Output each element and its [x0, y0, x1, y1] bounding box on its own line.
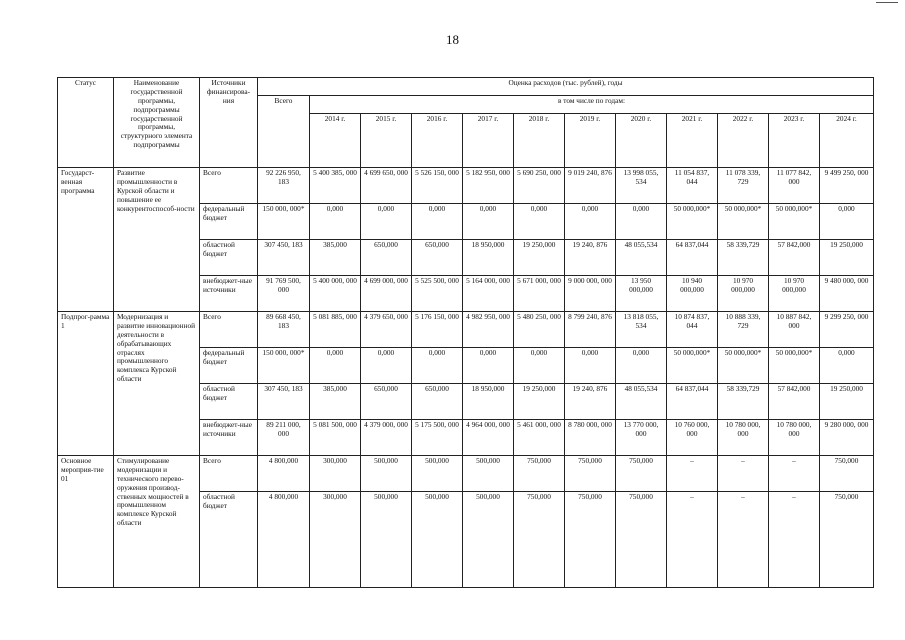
year-value-cell: 385,000 [310, 240, 361, 276]
year-value-cell: 8 780 000, 000 [565, 420, 616, 456]
year-value-cell: 500,000 [412, 492, 463, 588]
year-value-cell: 0,000 [565, 348, 616, 384]
year-value-cell: 0,000 [463, 204, 514, 240]
status-cell: Подпрог-рамма 1 [58, 312, 114, 456]
year-value-cell: 5 400 000, 000 [310, 276, 361, 312]
year-value-cell: 0,000 [412, 204, 463, 240]
year-value-cell: 9 019 240, 876 [565, 168, 616, 204]
year-value-cell: 750,000 [616, 456, 667, 492]
header-status: Статус [58, 78, 114, 168]
year-value-cell: 650,000 [361, 240, 412, 276]
year-value-cell: 10 780 000, 000 [718, 420, 769, 456]
year-value-cell: 10 888 339, 729 [718, 312, 769, 348]
funding-source-cell: областной бюджет [200, 492, 258, 588]
total-value-cell: 307 450, 183 [258, 240, 310, 276]
year-value-cell: 0,000 [310, 348, 361, 384]
program-name-cell: Стимулирование модернизации и технического перево-оружения производ-ственных мощностей в промышленном комплексе Курской области [114, 456, 200, 588]
funding-source-cell: Всего [200, 168, 258, 204]
year-value-cell: 750,000 [565, 456, 616, 492]
year-value-cell: 500,000 [463, 492, 514, 588]
year-value-cell: 10 780 000, 000 [769, 420, 820, 456]
year-value-cell: 750,000 [820, 492, 874, 588]
year-value-cell: 64 837,044 [667, 384, 718, 420]
year-value-cell: 11 078 339, 729 [718, 168, 769, 204]
year-value-cell: 750,000 [514, 456, 565, 492]
year-value-cell: 385,000 [310, 384, 361, 420]
year-value-cell: 19 240, 876 [565, 240, 616, 276]
year-value-cell: 48 055,534 [616, 240, 667, 276]
year-value-cell: 0,000 [616, 348, 667, 384]
year-value-cell: 50 000,000* [718, 348, 769, 384]
page-number: 18 [446, 32, 459, 47]
year-value-cell: 18 950,000 [463, 240, 514, 276]
year-value-cell: 0,000 [412, 348, 463, 384]
funding-source-cell: Всего [200, 456, 258, 492]
year-value-cell: 10 940 000,000 [667, 276, 718, 312]
year-value-cell: 4 964 000, 000 [463, 420, 514, 456]
year-value-cell: 19 240, 876 [565, 384, 616, 420]
year-value-cell: 5 081 885, 000 [310, 312, 361, 348]
year-value-cell: 10 970 000,000 [769, 276, 820, 312]
total-value-cell: 91 769 500, 000 [258, 276, 310, 312]
year-value-cell: 19 250,000 [820, 240, 874, 276]
year-value-cell: 0,000 [310, 204, 361, 240]
year-value-cell: 4 982 950, 000 [463, 312, 514, 348]
year-header: 2020 г. [616, 114, 667, 168]
year-value-cell: 500,000 [361, 456, 412, 492]
year-header: 2014 г. [310, 114, 361, 168]
year-value-cell: 18 950,000 [463, 384, 514, 420]
year-value-cell: 0,000 [361, 348, 412, 384]
year-value-cell: 5 461 000, 000 [514, 420, 565, 456]
year-header: 2021 г. [667, 114, 718, 168]
funding-source-cell: областной бюджет [200, 384, 258, 420]
year-value-cell: 13 950 000,000 [616, 276, 667, 312]
year-value-cell: 4 699 650, 000 [361, 168, 412, 204]
year-value-cell: 19 250,000 [514, 384, 565, 420]
year-value-cell: 9 000 000, 000 [565, 276, 616, 312]
year-value-cell: 500,000 [412, 456, 463, 492]
year-value-cell: – [769, 456, 820, 492]
year-header: 2015 г. [361, 114, 412, 168]
year-value-cell: 0,000 [361, 204, 412, 240]
year-header: 2016 г. [412, 114, 463, 168]
year-value-cell: – [769, 492, 820, 588]
year-value-cell: 48 055,534 [616, 384, 667, 420]
funding-source-cell: областной бюджет [200, 240, 258, 276]
table-row [58, 168, 874, 204]
year-value-cell: 0,000 [514, 204, 565, 240]
year-value-cell: 57 842,000 [769, 240, 820, 276]
status-cell: Основное мероприя-тие 01 [58, 456, 114, 588]
year-header: 2019 г. [565, 114, 616, 168]
year-value-cell: 10 874 837, 044 [667, 312, 718, 348]
funding-source-cell: Всего [200, 312, 258, 348]
header-total: Всего [258, 96, 310, 168]
header-by-years: в том числе по годам: [310, 96, 874, 114]
year-value-cell: 5 164 000, 000 [463, 276, 514, 312]
total-value-cell: 89 211 000, 000 [258, 420, 310, 456]
year-value-cell: 5 176 150, 000 [412, 312, 463, 348]
year-value-cell: – [718, 456, 769, 492]
total-value-cell: 4 800,000 [258, 456, 310, 492]
year-value-cell: – [718, 492, 769, 588]
year-value-cell: 11 054 837, 044 [667, 168, 718, 204]
year-value-cell: – [667, 456, 718, 492]
budget-table [57, 77, 874, 588]
year-value-cell: 0,000 [820, 204, 874, 240]
year-value-cell: 9 280 000, 000 [820, 420, 874, 456]
funding-source-cell: федеральный бюджет [200, 348, 258, 384]
program-name-cell: Развитие промышленности в Курской области и повышение ее конкурентоспособ-ности [114, 168, 200, 312]
funding-source-cell: федеральный бюджет [200, 204, 258, 240]
year-value-cell: 650,000 [361, 384, 412, 420]
total-value-cell: 150 000, 000* [258, 204, 310, 240]
year-value-cell: 10 970 000,000 [718, 276, 769, 312]
total-value-cell: 89 668 450, 183 [258, 312, 310, 348]
year-value-cell: 4 379 000, 000 [361, 420, 412, 456]
header-estimate: Оценка расходов (тыс. рублей), годы [258, 78, 874, 96]
year-value-cell: 5 175 500, 000 [412, 420, 463, 456]
year-value-cell: 5 480 250, 000 [514, 312, 565, 348]
year-value-cell: 0,000 [463, 348, 514, 384]
year-value-cell: 5 081 500, 000 [310, 420, 361, 456]
year-value-cell: 650,000 [412, 240, 463, 276]
year-value-cell: 58 339,729 [718, 240, 769, 276]
year-value-cell: 5 526 150, 000 [412, 168, 463, 204]
year-header: 2024 г. [820, 114, 874, 168]
year-value-cell: 57 842,000 [769, 384, 820, 420]
year-header: 2022 г. [718, 114, 769, 168]
year-value-cell: 19 250,000 [820, 384, 874, 420]
year-value-cell: 11 077 842, 000 [769, 168, 820, 204]
year-value-cell: 13 770 000, 000 [616, 420, 667, 456]
year-value-cell: 58 339,729 [718, 384, 769, 420]
year-value-cell: 9 299 250, 000 [820, 312, 874, 348]
year-value-cell: 750,000 [820, 456, 874, 492]
year-value-cell: 50 000,000* [667, 348, 718, 384]
year-header: 2023 г. [769, 114, 820, 168]
year-value-cell: 50 000,000* [769, 204, 820, 240]
year-value-cell: 5 400 385, 000 [310, 168, 361, 204]
year-value-cell: 4 699 000, 000 [361, 276, 412, 312]
year-value-cell: 5 671 000, 000 [514, 276, 565, 312]
year-value-cell: 9 480 000, 000 [820, 276, 874, 312]
funding-source-cell: внебюджет-ные источники [200, 276, 258, 312]
year-value-cell: 750,000 [616, 492, 667, 588]
status-cell: Государст-венная программа [58, 168, 114, 312]
year-value-cell: 500,000 [361, 492, 412, 588]
year-value-cell: 750,000 [514, 492, 565, 588]
year-value-cell: 19 250,000 [514, 240, 565, 276]
year-value-cell: 300,000 [310, 456, 361, 492]
year-value-cell: 750,000 [565, 492, 616, 588]
year-value-cell: 13 818 055, 534 [616, 312, 667, 348]
year-header: 2017 г. [463, 114, 514, 168]
total-value-cell: 4 800,000 [258, 492, 310, 588]
table-row [58, 456, 874, 492]
year-header: 2018 г. [514, 114, 565, 168]
year-value-cell: – [667, 492, 718, 588]
program-name-cell: Модернизация и развитие инновационной деятельности в обрабатывающих отраслях промышленного комплекса Курской области [114, 312, 200, 456]
year-value-cell: 8 799 240, 876 [565, 312, 616, 348]
total-value-cell: 150 000, 000* [258, 348, 310, 384]
year-value-cell: 0,000 [820, 348, 874, 384]
header-name: Наименование государственной программы, подпрограммы государственной программы, структурного элемента подпрограммы [114, 78, 200, 168]
year-value-cell: 9 499 250, 000 [820, 168, 874, 204]
top-edge-mark [876, 2, 898, 3]
year-value-cell: 64 837,044 [667, 240, 718, 276]
total-value-cell: 307 450, 183 [258, 384, 310, 420]
year-value-cell: 10 887 842, 000 [769, 312, 820, 348]
year-value-cell: 0,000 [616, 204, 667, 240]
year-value-cell: 0,000 [565, 204, 616, 240]
year-value-cell: 5 525 500, 000 [412, 276, 463, 312]
year-value-cell: 13 998 055, 534 [616, 168, 667, 204]
year-value-cell: 50 000,000* [718, 204, 769, 240]
table-row [58, 312, 874, 348]
year-value-cell: 500,000 [463, 456, 514, 492]
year-value-cell: 0,000 [514, 348, 565, 384]
header-source: Источники финансирова-ния [200, 78, 258, 168]
year-value-cell: 50 000,000* [769, 348, 820, 384]
year-value-cell: 5 690 250, 000 [514, 168, 565, 204]
total-value-cell: 92 226 950, 183 [258, 168, 310, 204]
year-value-cell: 5 182 950, 000 [463, 168, 514, 204]
year-value-cell: 10 760 000, 000 [667, 420, 718, 456]
funding-source-cell: внебюджет-ные источники [200, 420, 258, 456]
year-value-cell: 4 379 650, 000 [361, 312, 412, 348]
year-value-cell: 650,000 [412, 384, 463, 420]
year-value-cell: 50 000,000* [667, 204, 718, 240]
year-value-cell: 300,000 [310, 492, 361, 588]
